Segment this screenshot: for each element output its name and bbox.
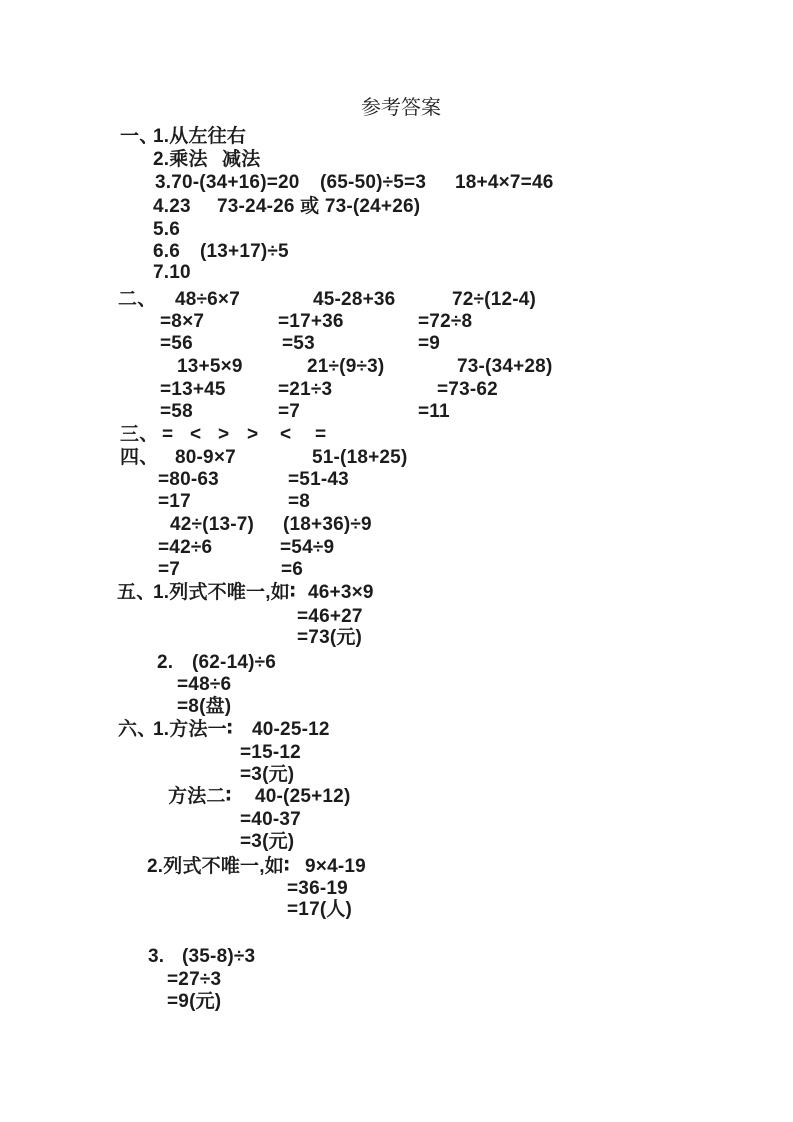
s5-item-2-step-2: =8(盘): [177, 696, 232, 717]
s2-col-3-expr: 72÷(12-4): [452, 289, 537, 310]
s2-col-3-step-1: =72÷8: [418, 311, 473, 332]
s1-item-3a: 3.70-(34+16)=20: [155, 172, 300, 193]
s6-item-2-step-1: =36-19: [287, 878, 348, 899]
s2-col-6-step-2: =11: [418, 401, 450, 422]
s2-col-4-step-1: =13+45: [160, 379, 226, 400]
s4-col-3-step-2: =7: [158, 559, 181, 580]
s4-col-4-step-1: =54÷9: [280, 537, 335, 558]
s2-col-1-expr: 48÷6×7: [175, 289, 240, 310]
s5-item-1-note: 1.列式不唯一,如∶: [153, 582, 296, 603]
s6-method-2-step-1: =40-37: [240, 809, 301, 830]
s3-answer-3: >: [218, 424, 230, 445]
s2-col-6-expr: 73-(34+28): [457, 356, 553, 377]
s4-col-2-step-1: =51-43: [288, 469, 349, 490]
s1-item-6a: 6.6: [153, 241, 181, 262]
s1-item-1: 1.从左往右: [153, 126, 247, 147]
s2-col-2-step-2: =53: [282, 333, 315, 354]
s6-method-2-expr: 40-(25+12): [255, 786, 351, 807]
s5-item-2-num: 2.: [157, 652, 174, 673]
s2-col-6-step-1: =73-62: [437, 379, 498, 400]
s6-item-2-expr: 9×4-19: [305, 856, 366, 877]
section-4-label: 四、: [120, 447, 159, 468]
s1-item-4a: 4.23: [153, 196, 191, 217]
section-3-label: 三、: [120, 424, 159, 445]
section-1-label: 一、: [120, 126, 159, 147]
s6-method-1-step-1: =15-12: [240, 742, 301, 763]
s1-item-6b: (13+17)÷5: [200, 241, 289, 262]
s2-col-2-step-1: =17+36: [278, 311, 344, 332]
s4-col-2-step-2: =8: [288, 491, 311, 512]
s6-item-2-note: 2.列式不唯一,如∶: [147, 856, 290, 877]
s5-item-1-expr: 46+3×9: [308, 582, 374, 603]
s3-answer-4: >: [247, 424, 259, 445]
s6-item-3-step-1: =27÷3: [167, 969, 222, 990]
s5-item-1-step-2: =73(元): [297, 627, 363, 648]
s1-item-3c: 18+4×7=46: [455, 172, 554, 193]
section-2-label: 二、: [118, 289, 157, 310]
s2-col-1-step-2: =56: [160, 333, 193, 354]
s4-col-2-expr: 51-(18+25): [312, 447, 408, 468]
s6-item-3-num: 3.: [148, 946, 165, 967]
s5-item-1-step-1: =46+27: [297, 606, 363, 627]
s1-item-4b: 73-24-26 或 73-(24+26): [217, 196, 421, 217]
s3-answer-6: =: [315, 424, 327, 445]
s6-method-2-step-2: =3(元): [240, 831, 295, 852]
s6-method-1-step-2: =3(元): [240, 764, 295, 785]
s3-answer-1: =: [162, 424, 174, 445]
section-5-label: 五、: [117, 582, 156, 603]
s3-answer-2: <: [190, 424, 202, 445]
s2-col-1-step-1: =8×7: [160, 311, 205, 332]
s6-item-3-step-2: =9(元): [167, 991, 222, 1012]
s2-col-5-step-1: =21÷3: [278, 379, 333, 400]
s1-item-2a: 2.乘法: [153, 149, 208, 170]
s4-col-1-expr: 80-9×7: [175, 447, 236, 468]
page-title: 参考答案: [361, 97, 441, 119]
s4-col-4-expr: (18+36)÷9: [283, 514, 372, 535]
s2-col-2-expr: 45-28+36: [313, 289, 396, 310]
s2-col-3-step-2: =9: [418, 333, 441, 354]
s2-col-5-step-2: =7: [278, 401, 301, 422]
s1-item-2b: 减法: [222, 149, 261, 170]
s6-method-2-label: 方法二∶: [168, 786, 232, 807]
s4-col-1-step-2: =17: [158, 491, 191, 512]
s2-col-4-expr: 13+5×9: [177, 356, 243, 377]
s6-method-1-label: 1.方法一∶: [153, 719, 233, 740]
s4-col-3-step-1: =42÷6: [158, 537, 213, 558]
section-6-label: 六、: [118, 719, 157, 740]
s1-item-7: 7.10: [153, 262, 191, 283]
s4-col-1-step-1: =80-63: [158, 469, 219, 490]
s6-item-2-step-2: =17(人): [287, 899, 353, 920]
s6-method-1-expr: 40-25-12: [252, 719, 330, 740]
s1-item-5: 5.6: [153, 219, 181, 240]
s5-item-2-step-1: =48÷6: [177, 674, 232, 695]
s3-answer-5: <: [280, 424, 292, 445]
s2-col-4-step-2: =58: [160, 401, 193, 422]
s1-item-3b: (65-50)÷5=3: [320, 172, 427, 193]
s2-col-5-expr: 21÷(9÷3): [307, 356, 385, 377]
s4-col-3-expr: 42÷(13-7): [170, 514, 255, 535]
s5-item-2-expr: (62-14)÷6: [192, 652, 277, 673]
s4-col-4-step-2: =6: [281, 559, 304, 580]
s6-item-3-expr: (35-8)÷3: [182, 946, 256, 967]
